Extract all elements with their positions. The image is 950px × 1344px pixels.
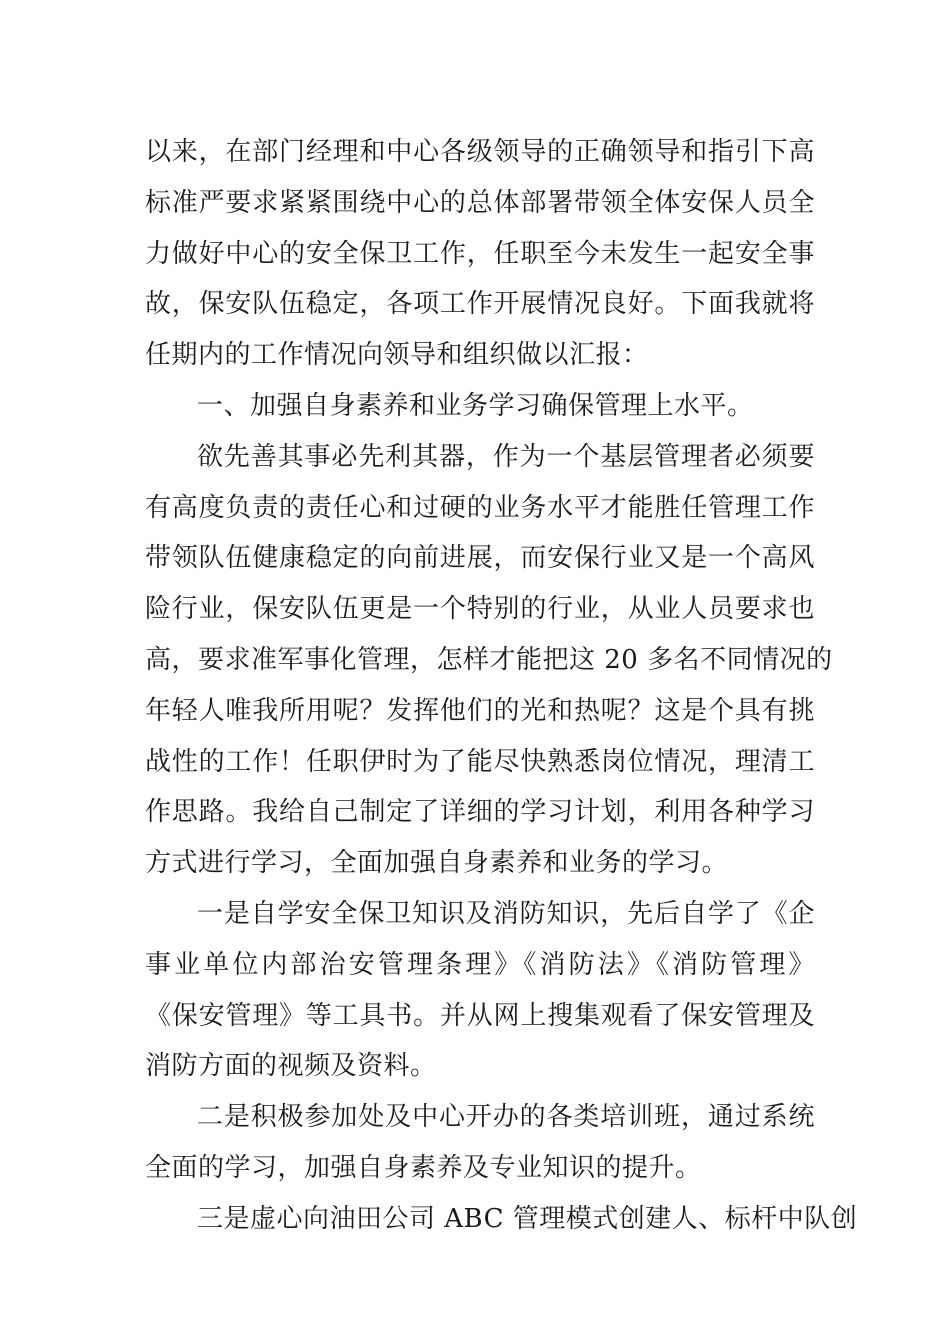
text-line: 力做好中心的安全保卫工作，任职至今未发生一起安全事: [145, 238, 815, 269]
text-line: 任期内的工作情况向领导和组织做以汇报：: [145, 340, 649, 371]
text-line: 《保安管理》等工具书。并从网上搜集观看了保安管理及: [145, 1000, 815, 1031]
text-line: 方式进行学习，全面加强自身素养和业务的学习。: [145, 848, 729, 879]
text-line: 年轻人唯我所用呢？发挥他们的光和热呢？这是个具有挑: [145, 695, 815, 726]
text-line: 消防方面的视频及资料。: [145, 1051, 437, 1082]
text-line: 欲先善其事必先利其器，作为一个基层管理者必须要: [197, 441, 815, 472]
text-line: 有高度负责的责任心和过硬的业务水平才能胜任管理工作: [145, 492, 815, 523]
text-line: 带领队伍健康稳定的向前进展，而安保行业又是一个高风: [145, 543, 815, 574]
text-line: 高，要求准军事化管理，怎样才能把这 20 多名不同情况的: [145, 644, 833, 675]
text-line: 作思路。我给自己制定了详细的学习计划，利用各种学习: [145, 797, 815, 828]
text-line: 险行业，保安队伍更是一个特别的行业，从业人员要求也: [145, 594, 815, 625]
text-line: 一是自学安全保卫知识及消防知识，先后自学了《企: [197, 898, 815, 929]
body-text: [145, 127, 858, 1245]
text-line: 全面的学习，加强自身素养及专业知识的提升。: [145, 1152, 702, 1183]
text-line: 事业单位内部治安管理条理》《消防法》《消防管理》: [145, 949, 815, 980]
text-line: 二是积极参加处及中心开办的各类培训班，通过系统: [197, 1102, 815, 1133]
text-line: 标准严要求紧紧围绕中心的总体部署带领全体安保人员全: [145, 187, 815, 218]
text-line: 三是虚心向油田公司 ABC 管理模式创建人、标杆中队创: [197, 1203, 858, 1234]
section-heading: 一、加强自身素养和业务学习确保管理上水平。: [197, 390, 754, 421]
text-line: 战性的工作！任职伊时为了能尽快熟悉岗位情况，理清工: [145, 746, 815, 777]
text-line: 以来，在部门经理和中心各级领导的正确领导和指引下高: [145, 137, 815, 167]
text-line: 故，保安队伍稳定，各项工作开展情况良好。下面我就将: [145, 289, 815, 320]
